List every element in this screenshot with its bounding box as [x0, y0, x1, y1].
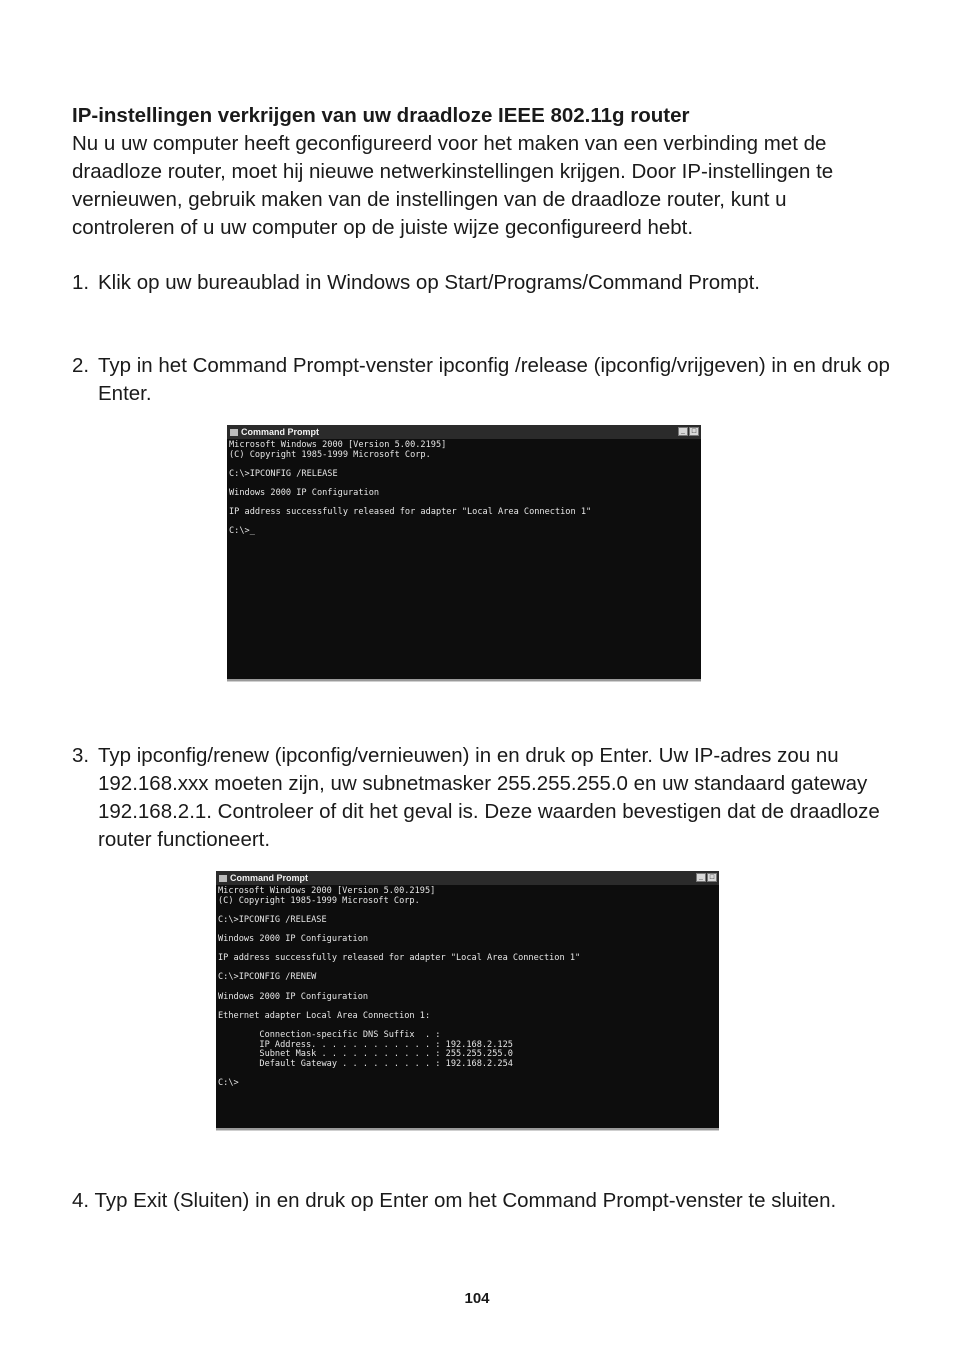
page-number: 104 [464, 1290, 490, 1307]
step-text: Typ Exit (Sluiten) in en druk op Enter om het Command Prompt-venster te sluiten. [94, 1189, 837, 1212]
window-controls [678, 427, 699, 436]
console-icon [230, 429, 238, 436]
console-line: Connection-specific DNS Suffix . : [218, 1029, 441, 1040]
console-line: Microsoft Windows 2000 [Version 5.00.2195] [218, 886, 436, 896]
console-line: IP Address. . . . . . . . . . . . : 192.168.2.125 [218, 1039, 513, 1050]
console-line: IP address successfully released for adapter "Local Area Connection 1" [218, 953, 581, 964]
intro-paragraph: Nu u uw computer heeft geconfigureerd voor het maken van een verbinding met de draadloze router, moet hij nieuwe netwerkinstellingen krijgen. Door IP-instellingen te vernieuwen, gebruik maken van de instellingen van de draadloze router, kunt u controleren of u uw computer op de juiste wijze geconfigureerd hebt. [72, 132, 834, 239]
console-line: C:\>IPCONFIG /RELEASE [218, 914, 327, 925]
step-text: Typ ipconfig/renew (ipconfig/vernieuwen) in en druk op Enter. Uw IP-adres zou nu 192.168.xxx moeten zijn, uw subnetmasker 255.255.255.0 en uw standaard gateway 192.168.2.1. Controleer of dit het geval is. Deze waarden bevestigen dat de draadloze router functioneert. [98, 744, 880, 851]
window-title: Command Prompt [241, 427, 320, 437]
step-1 [72, 269, 892, 297]
window-titlebar [216, 871, 719, 885]
console-line: Default Gateway . . . . . . . . . : 192.168.2.254 [218, 1058, 513, 1069]
window-titlebar [227, 425, 701, 439]
step-3 [72, 742, 918, 854]
window-controls [696, 873, 717, 882]
page-content [72, 102, 892, 326]
console-line: (C) Copyright 1985-1999 Microsoft Corp. [218, 895, 420, 906]
step-number: 3. [72, 744, 90, 767]
step-number: 2. [72, 354, 90, 377]
window-title: Command Prompt [230, 873, 309, 883]
console-line [218, 1069, 717, 1079]
step-text: Klik op uw bureaublad in Windows op Start/Programs/Command Prompt. [98, 271, 760, 294]
command-prompt-screenshot-renew [216, 871, 719, 1130]
console-line: C:\> [218, 1077, 239, 1088]
maximize-icon: □ [689, 427, 699, 436]
console-line: Microsoft Windows 2000 [Version 5.00.2195] [229, 440, 447, 450]
console-line: (C) Copyright 1985-1999 Microsoft Corp. [229, 449, 431, 460]
section-heading: IP-instellingen verkrijgen van uw draadloze IEEE 802.11g router [72, 104, 690, 127]
step-4 [72, 1187, 892, 1215]
console-icon [219, 875, 227, 882]
console-output [216, 885, 719, 1090]
console-line: Windows 2000 IP Configuration [218, 991, 369, 1002]
console-line [229, 518, 699, 528]
maximize-icon: □ [707, 873, 717, 882]
console-line: Subnet Mask . . . . . . . . . . . : 255.255.255.0 [218, 1049, 513, 1060]
minimize-icon: _ [678, 427, 688, 436]
step-2 [72, 352, 918, 408]
console-line: C:\>IPCONFIG /RELEASE [229, 468, 338, 479]
step-number: 1. [72, 271, 90, 294]
console-line: Windows 2000 IP Configuration [229, 487, 380, 498]
step-number: 4. [72, 1189, 90, 1212]
console-line: Windows 2000 IP Configuration [218, 933, 369, 944]
console-line: Ethernet adapter Local Area Connection 1: [218, 1010, 431, 1021]
console-line: C:\>_ [229, 526, 255, 537]
minimize-icon: _ [696, 873, 706, 882]
step-text: Typ in het Command Prompt-venster ipconfig /release (ipconfig/vrijgeven) in en druk op Enter. [98, 354, 890, 405]
console-line: C:\>IPCONFIG /RENEW [218, 972, 317, 983]
command-prompt-screenshot-release [227, 425, 701, 681]
console-output [227, 439, 701, 539]
console-line: IP address successfully released for adapter "Local Area Connection 1" [229, 507, 592, 518]
